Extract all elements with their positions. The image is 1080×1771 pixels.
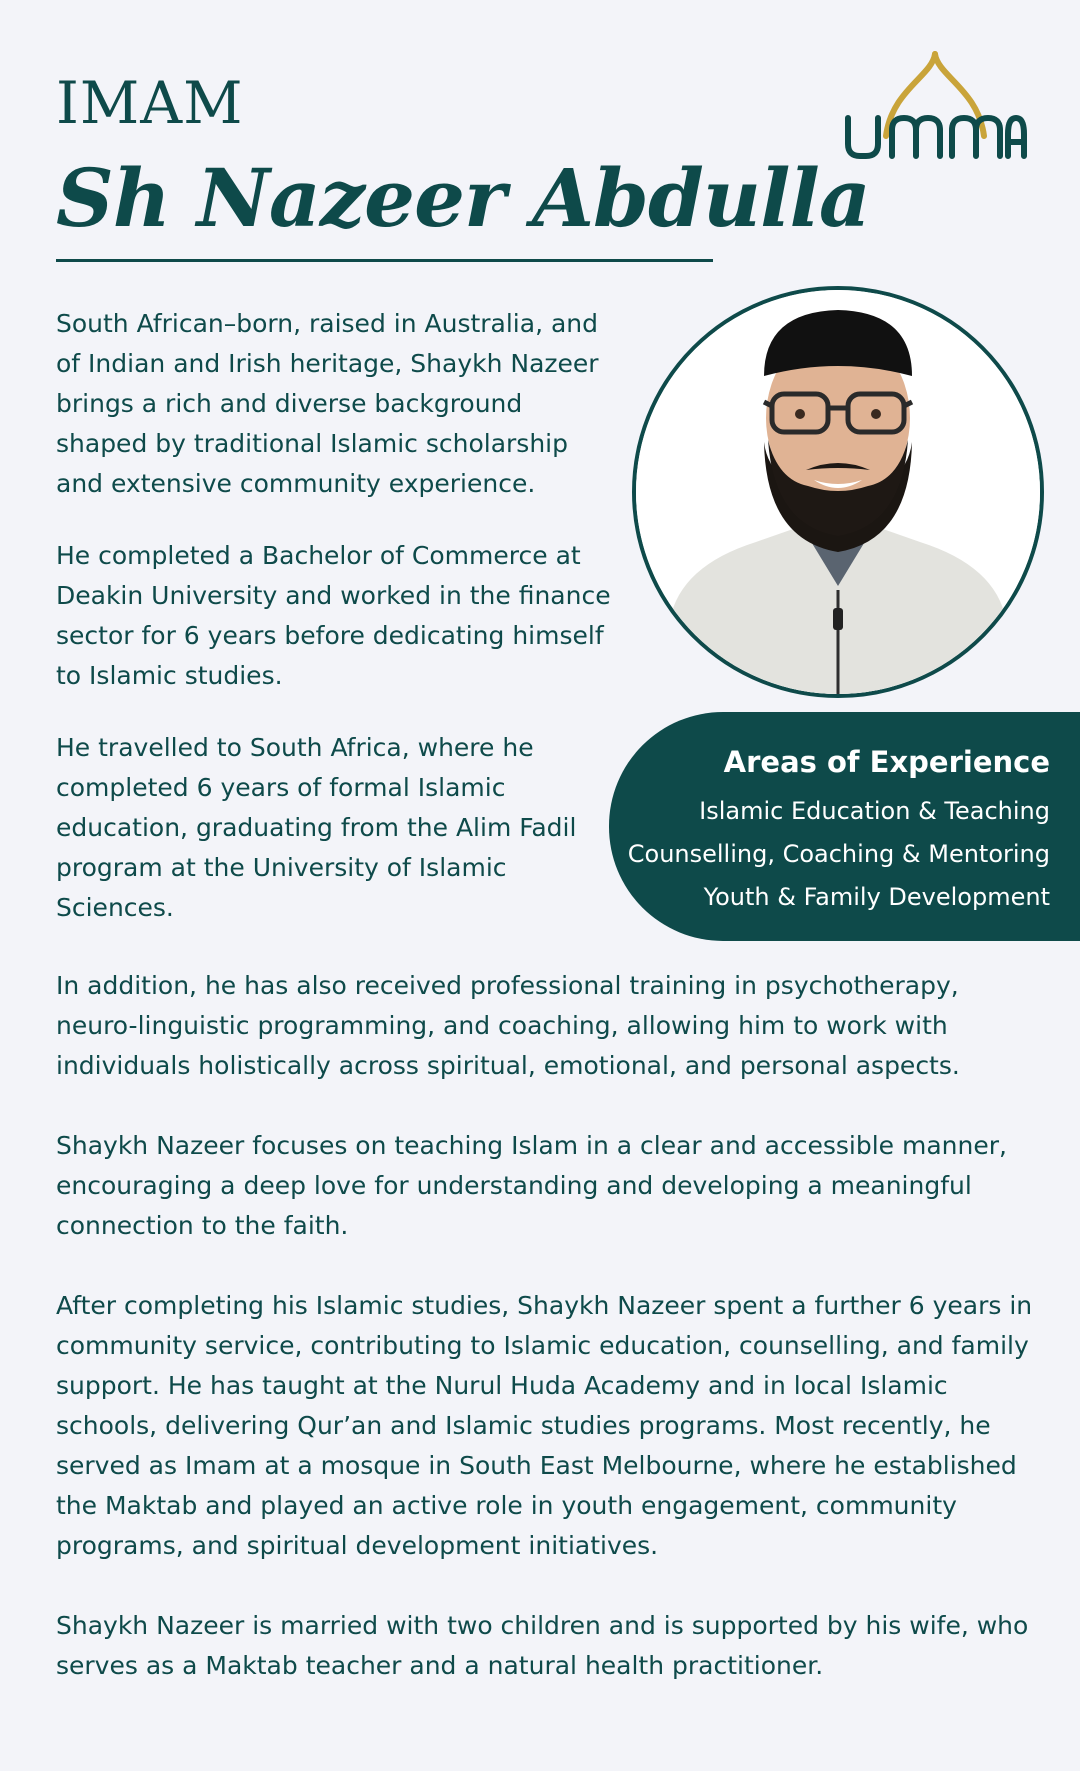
body-paragraph-4: Shaykh Nazeer is married with two children and is supported by his wife, who serves as a Maktab teacher and a natural health practitioner. xyxy=(56,1611,1029,1680)
body-paragraph-3: After completing his Islamic studies, Shaykh Nazeer spent a further 6 years in community service, contributing to Islamic education, counselling, and family support. He has taught at the Nurul Huda Academy and in local Islamic schools, delivering Qur’an and Islamic studies programs. Most recently, he served as Imam at a mosque in South East Melbourne, where he established the Maktab and played an active role in youth engagement, community programs, and spiritual development initiatives. xyxy=(56,1291,1033,1560)
body-paragraph-2: Shaykh Nazeer focuses on teaching Islam in a clear and accessible manner, encouraging a deep love for understanding and developing a meaningful connection to the faith. xyxy=(56,1131,1007,1240)
umma-logo xyxy=(840,50,1030,168)
dome-arch-icon xyxy=(840,50,1030,168)
portrait-photo xyxy=(632,286,1044,698)
areas-of-experience-panel xyxy=(609,712,1080,941)
experience-heading: Areas of Experience xyxy=(723,745,1050,779)
svg-text:umma: umma xyxy=(935,166,939,167)
title-divider xyxy=(56,259,713,262)
intro-column xyxy=(56,304,616,960)
experience-item: Counselling, Coaching & Mentoring xyxy=(627,840,1050,868)
person-icon xyxy=(636,290,1040,694)
intro-paragraph-1: South African–born, raised in Australia, and of Indian and Irish heritage, Shaykh Nazeer brings a rich and diverse background shaped by traditional Islamic scholarship and extensive community experience. xyxy=(56,309,599,498)
experience-item: Youth & Family Development xyxy=(703,883,1050,911)
intro-paragraph-3: He travelled to South Africa, where he completed 6 years of formal Islamic education, graduating from the Alim Fadil program at the University of Islamic Sciences. xyxy=(56,733,577,922)
body-paragraph-1: In addition, he has also received professional training in psychotherapy, neuro-linguistic programming, and coaching, allowing him to work with individuals holistically across spiritual, emotional, and personal aspects. xyxy=(56,971,960,1080)
role-title: IMAM xyxy=(56,69,244,137)
imam-name: Sh Nazeer Abdulla xyxy=(56,151,870,245)
experience-item: Islamic Education & Teaching xyxy=(699,797,1050,825)
biography-body xyxy=(56,966,1046,1726)
intro-paragraph-2: He completed a Bachelor of Commerce at Deakin University and worked in the finance sector for 6 years before dedicating himself to Islamic studies. xyxy=(56,541,611,690)
